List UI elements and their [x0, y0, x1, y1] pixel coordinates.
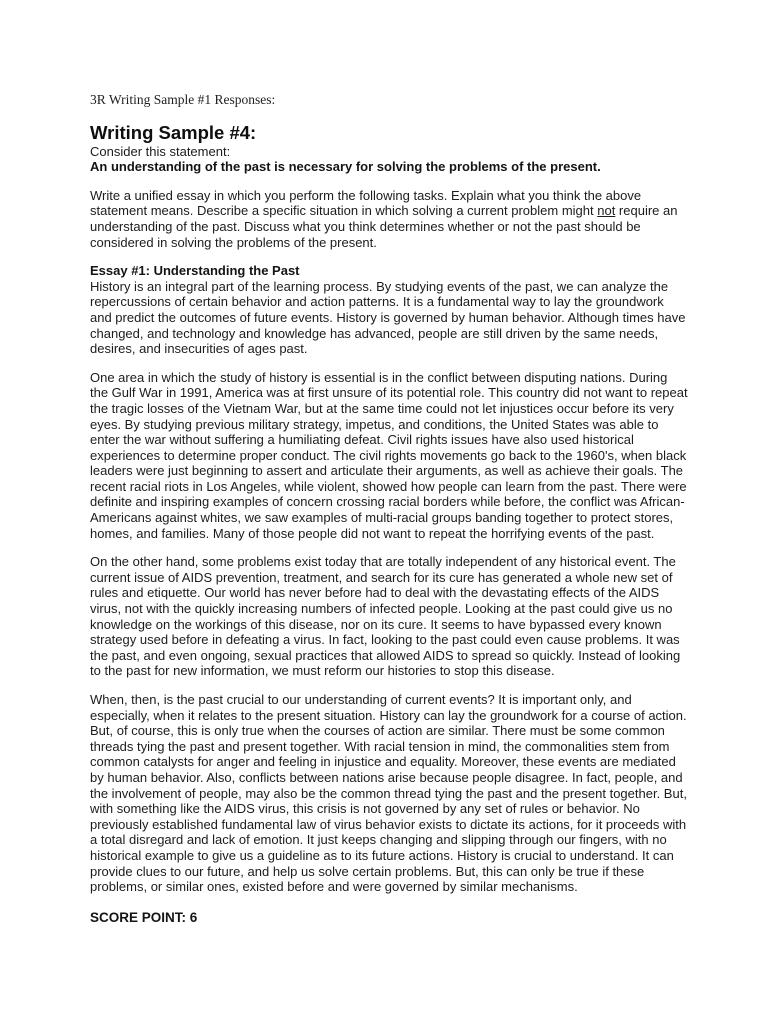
essay-heading: Essay #1: Understanding the Past [90, 263, 300, 279]
prompt-text-before: Write a unified essay in which you perform the following tasks. Explain what you think the above statement means. Describe a specific situation in which solving a current problem might [90, 187, 642, 219]
prompt-text-after: require an understanding of the past. Discuss what you think determines whether or not the past should be considered in solving the problems of the present. [90, 203, 678, 250]
writing-sample-title: Writing Sample #4: [90, 121, 257, 143]
essay-paragraph-1: History is an integral part of the learning process. By studying events of the past, we can analyze the repercussions of certain behavior and action patterns. It is a fundamental way to lay the groundwork and predict the outcomes of future events. History is governed by human behavior. Although times have changed, and technology and knowledge has advanced, people are still driven by the same needs, desires, and insecurities of ages past. [90, 278, 686, 357]
consider-statement-label: Consider this statement: [90, 143, 231, 159]
document-header-note: 3R Writing Sample #1 Responses: [90, 92, 276, 107]
statement-text: An understanding of the past is necessary for solving the problems of the present. [90, 159, 601, 175]
essay-paragraph-3: On the other hand, some problems exist today that are totally independent of any historical event. The current issue of AIDS prevention, treatment, and search for its cure has generated a whole new set of rules and etiquette. Our world has never before had to deal with the devastating effects of the AIDS virus, not with the quickly increasing numbers of infected people. Looking at the past could give us no knowledge on the workings of this disease, nor on its cure. It seems to have bypassed every known strategy used before in defeating a virus. In fact, looking to the past could even cause problems. It was the past, and even ongoing, sexual practices that allowed AIDS to spread so quickly. Instead of looking to the past for new information, we must reform our histories to stop this disease. [90, 554, 681, 679]
prompt-paragraph [90, 188, 688, 250]
essay-block [90, 263, 688, 357]
essay-paragraph-4: When, then, is the past crucial to our understanding of current events? It is important only, and especially, when it relates to the present situation. History can lay the groundwork for a course of action. But, of course, this is only true when the courses of action are similar. There must be some common threads tying the past and present together. With racial tension in mind, the commonalities stem from common catalysts for anger and feeling in injustice and equality. Moreover, these events are mediated by human behavior. Also, conflicts between nations arise because people disagree. In fact, people, and the involvement of people, may also be the common thread tying the past and the present together. But, with something like the AIDS virus, this crisis is not governed by any set of rules or behavior. No previously established fundamental law of virus behavior exists to dictate its actions, for it proceeds with a total disregard and lack of emotion. It just keeps changing and slipping through our fingers, with no historical example to give us a guideline as to its future actions. History is crucial to understand. It can provide clues to our future, and help us solve certain problems. But, this can only be true if these problems, or similar ones, existed before and were governed by similar mechanisms. [90, 692, 687, 895]
score-point: SCORE POINT: 6 [90, 909, 198, 925]
essay-paragraph-2: One area in which the study of history is essential is in the conflict between disputing nations. During the Gulf War in 1991, America was at first unsure of its potential role. This country did not want to repeat the tragic losses of the Vietnam War, but at the same time could not let injustices occur before its very eyes. By studying previous military strategy, impetus, and conditions, the United States was able to enter the war without suffering a humiliating defeat. Civil rights issues have also used historical experiences to determine proper conduct. The civil rights movements go back to the 1960's, when black leaders were just beginning to assert and articulate their arguments, as well as achieve their goals. The recent racial riots in Los Angeles, while violent, showed how people can learn from the past. There were definite and inspiring examples of concern crossing racial borders while before, the conflict was African-Americans against whites, we saw examples of multi-racial groups banding together to protect stores, homes, and families. Many of those people did not want to repeat the horrifying events of the past. [90, 369, 688, 541]
prompt-underlined-word: not [597, 203, 616, 219]
